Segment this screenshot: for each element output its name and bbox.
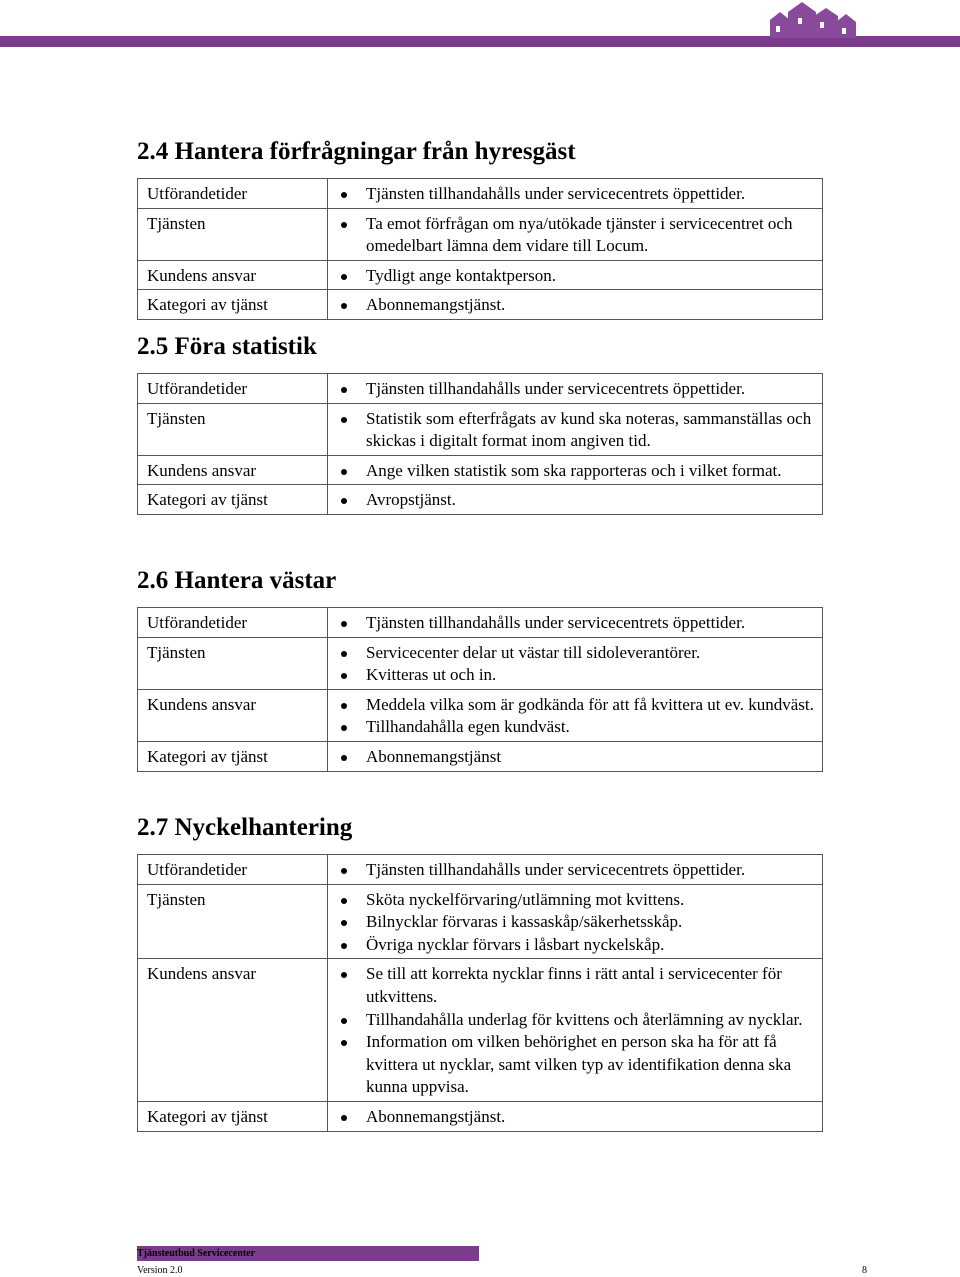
table-row [138,741,823,771]
table-row [138,959,823,1102]
row-label: Utförandetider [138,608,328,638]
row-label: Kategori av tjänst [138,1101,328,1131]
page-number: 8 [862,1265,867,1276]
list-item: Sköta nyckelförvaring/utlämning mot kvittens. [338,889,814,912]
footer-title: Tjänsteutbud Servicecenter [137,1248,256,1259]
table-row [138,403,823,455]
row-label: Tjänsten [138,637,328,689]
list-item: Statistik som efterfrågats av kund ska noteras, sammanställas och skickas i digitalt format inom angiven tid. [338,408,814,453]
list-item: Avropstjänst. [338,489,814,512]
list-item: Tjänsten tillhandahålls under servicecentrets öppettider. [338,378,814,401]
list-item: Tjänsten tillhandahålls under servicecentrets öppettider. [338,612,814,635]
service-table [137,854,823,1132]
row-label: Utförandetider [138,179,328,209]
table-row [138,1101,823,1131]
table-row [138,179,823,209]
row-label: Kategori av tjänst [138,485,328,515]
list-item: Servicecenter delar ut västar till sidoleverantörer. [338,642,814,665]
table-row [138,208,823,260]
row-label: Utförandetider [138,855,328,885]
list-item: Se till att korrekta nycklar finns i rätt antal i servicecenter för utkvittens. [338,963,814,1008]
service-table [137,373,823,515]
service-table [137,178,823,320]
list-item: Ta emot förfrågan om nya/utökade tjänster i servicecentret och omedelbart lämna dem vidare till Locum. [338,213,814,258]
table-row [138,290,823,320]
row-label: Tjänsten [138,884,328,959]
list-item: Tillhandahålla egen kundväst. [338,716,814,739]
table-row [138,485,823,515]
section-heading: 2.7 Nyckelhantering [137,814,353,841]
houses-logo-icon [768,0,860,40]
section-2-4 [137,136,823,320]
list-item: Tillhandahålla underlag för kvittens och återlämning av nycklar. [338,1009,814,1032]
footer-version: Version 2.0 [137,1265,183,1276]
section-2-6 [137,565,823,772]
row-label: Kategori av tjänst [138,741,328,771]
list-item: Abonnemangstjänst. [338,294,814,317]
table-row [138,689,823,741]
list-item: Tydligt ange kontaktperson. [338,265,814,288]
row-label: Kundens ansvar [138,959,328,1102]
list-item: Kvitteras ut och in. [338,664,814,687]
table-row [138,260,823,290]
table-row [138,455,823,485]
service-table [137,607,823,772]
table-row [138,637,823,689]
list-item: Bilnycklar förvaras i kassaskåp/säkerhetsskåp. [338,911,814,934]
row-label: Kategori av tjänst [138,290,328,320]
list-item: Abonnemangstjänst [338,746,814,769]
row-label: Kundens ansvar [138,260,328,290]
row-label: Kundens ansvar [138,455,328,485]
section-heading: 2.5 Föra statistik [137,333,317,360]
list-item: Övriga nycklar förvars i låsbart nyckelskåp. [338,934,814,957]
list-item: Abonnemangstjänst. [338,1106,814,1129]
list-item: Information om vilken behörighet en person ska ha för att få kvittera ut nycklar, samt vilken typ av identifikation denna ska kunna uppvisa. [338,1031,814,1099]
section-heading: 2.6 Hantera västar [137,567,337,594]
table-row [138,855,823,885]
list-item: Tjänsten tillhandahålls under servicecentrets öppettider. [338,183,814,206]
section-2-5 [137,331,823,515]
section-2-7 [137,812,823,1132]
row-label: Kundens ansvar [138,689,328,741]
row-label: Tjänsten [138,208,328,260]
table-row [138,884,823,959]
table-row [138,374,823,404]
row-label: Tjänsten [138,403,328,455]
section-heading: 2.4 Hantera förfrågningar från hyresgäst [137,138,576,165]
row-label: Utförandetider [138,374,328,404]
list-item: Ange vilken statistik som ska rapporteras och i vilket format. [338,460,814,483]
list-item: Tjänsten tillhandahålls under servicecentrets öppettider. [338,859,814,882]
list-item: Meddela vilka som är godkända för att få kvittera ut ev. kundväst. [338,694,814,717]
table-row [138,608,823,638]
